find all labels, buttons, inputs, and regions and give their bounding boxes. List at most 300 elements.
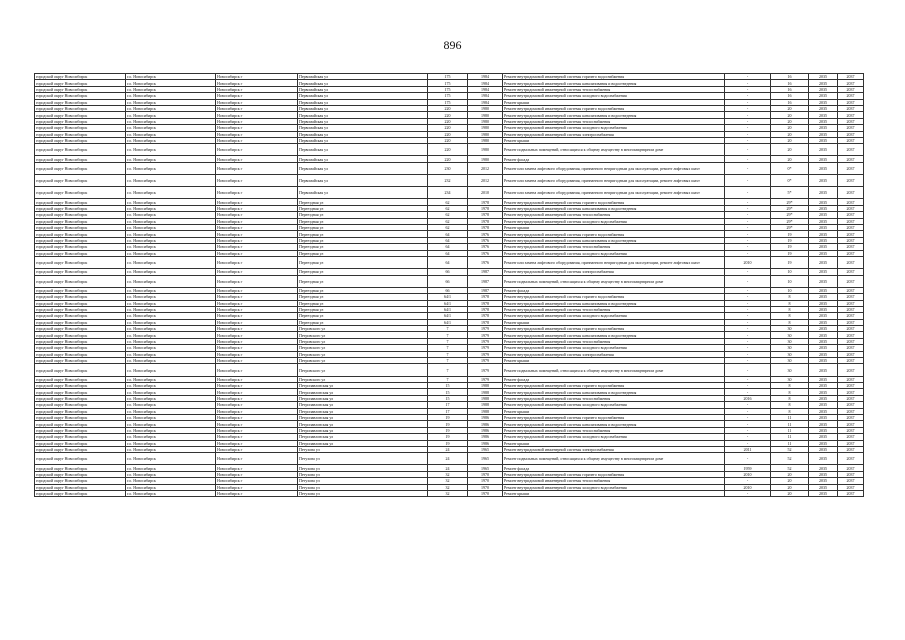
cell-street: Петропавловская ул (298, 395, 428, 401)
cell-plan-start-year: 2035 (809, 338, 838, 344)
cell-district: г.о. Новосибирск (126, 144, 216, 156)
cell-last-repair-year: - (725, 358, 771, 364)
cell-last-repair-year: - (725, 453, 771, 465)
cell-plan-end-year: 2037 (838, 434, 864, 440)
cell-last-repair-year: - (725, 345, 771, 351)
cell-work-type: Ремонт внутридомовой инженерной системы холодного водоснабжения (503, 93, 725, 99)
cell-work-type: Ремонт внутридомовой инженерной системы теплоснабжения (503, 212, 725, 218)
cell-house-number: 220 (428, 112, 468, 118)
cell-build-year: 1988 (468, 395, 503, 401)
cell-locality: Новосибирск г (216, 156, 298, 162)
table-row (35, 364, 864, 376)
cell-last-repair-year: - (725, 237, 771, 243)
cell-locality: Новосибирск г (216, 300, 298, 306)
cell-street: Петропавловская ул (298, 414, 428, 420)
cell-locality: Новосибирск г (216, 237, 298, 243)
cell-work-type: Ремонт внутридомовой инженерной системы горячего водоснабжения (503, 326, 725, 332)
cell-locality: Новосибирск г (216, 187, 298, 199)
cell-house-number: 62 (428, 225, 468, 231)
cell-district: г.о. Новосибирск (126, 137, 216, 143)
cell-district: г.о. Новосибирск (126, 218, 216, 224)
cell-build-year: 1976 (468, 250, 503, 256)
cell-district: г.о. Новосибирск (126, 175, 216, 187)
cell-district: г.о. Новосибирск (126, 434, 216, 440)
cell-house-number: 62 (428, 212, 468, 218)
cell-build-year: 1980 (468, 131, 503, 137)
cell-street: Петропавловская ул (298, 389, 428, 395)
cell-street: Переездная ул (298, 212, 428, 218)
cell-locality: Новосибирск г (216, 144, 298, 156)
cell-street: Петропавловская ул (298, 408, 428, 414)
cell-work-type: Ремонт внутридомовой инженерной системы горячего водоснабжения (503, 471, 725, 477)
cell-work-type: Ремонт внутридомовой инженерной системы холодного водоснабжения (503, 313, 725, 319)
cell-build-year: 1978 (468, 319, 503, 325)
cell-street: Петропавловская ул (298, 421, 428, 427)
cell-plan-end-year: 2037 (838, 421, 864, 427)
cell-street: Переездная ул (298, 225, 428, 231)
cell-wear-percent: 30 (771, 332, 809, 338)
cell-build-year: 1978 (468, 294, 503, 300)
cell-wear-percent: 20 (771, 125, 809, 131)
cell-wear-percent: 30 (771, 358, 809, 364)
cell-street: Первомайская ул (298, 86, 428, 92)
cell-plan-start-year: 2035 (809, 465, 838, 471)
cell-plan-end-year: 2037 (838, 156, 864, 162)
cell-locality: Новосибирск г (216, 306, 298, 312)
cell-locality: Новосибирск г (216, 358, 298, 364)
cell-street: Переездная ул (298, 199, 428, 205)
cell-locality: Новосибирск г (216, 319, 298, 325)
cell-street: Петропавловская ул (298, 382, 428, 388)
cell-district: г.о. Новосибирск (126, 231, 216, 237)
cell-street: Петровского ул (298, 351, 428, 357)
cell-plan-start-year: 2035 (809, 364, 838, 376)
cell-build-year: 1984 (468, 80, 503, 86)
cell-locality: Новосибирск г (216, 212, 298, 218)
cell-house-number: 62 (428, 199, 468, 205)
cell-last-repair-year: - (725, 131, 771, 137)
cell-wear-percent: 20 (771, 144, 809, 156)
cell-municipality: городской округ Новосибирск (35, 99, 126, 105)
cell-work-type: Ремонт или замена лифтового оборудования, признанного непригодным для эксплуатации, ремонт лифтовых шахт (503, 162, 725, 174)
cell-street: Петровского ул (298, 326, 428, 332)
cell-street: Петропавловская ул (298, 440, 428, 446)
cell-last-repair-year: - (725, 402, 771, 408)
cell-district: г.о. Новосибирск (126, 105, 216, 111)
cell-street: Петухова ул (298, 491, 428, 497)
cell-district: г.о. Новосибирск (126, 212, 216, 218)
cell-work-type: Ремонт крыши (503, 99, 725, 105)
cell-plan-start-year: 2035 (809, 484, 838, 490)
cell-house-number: 66 (428, 269, 468, 275)
cell-municipality: городской округ Новосибирск (35, 453, 126, 465)
cell-plan-end-year: 2037 (838, 218, 864, 224)
cell-wear-percent: 20 (771, 131, 809, 137)
cell-street: Переездная ул (298, 294, 428, 300)
cell-plan-start-year: 2035 (809, 306, 838, 312)
cell-wear-percent: 16 (771, 86, 809, 92)
cell-plan-start-year: 2035 (809, 313, 838, 319)
cell-district: г.о. Новосибирск (126, 364, 216, 376)
cell-plan-end-year: 2037 (838, 269, 864, 275)
cell-house-number: 220 (428, 131, 468, 137)
cell-street: Петропавловская ул (298, 427, 428, 433)
cell-last-repair-year: - (725, 364, 771, 376)
cell-build-year: 1988 (468, 402, 503, 408)
cell-work-type: Ремонт внутридомовой инженерной системы электроснабжения (503, 351, 725, 357)
cell-house-number: 64/1 (428, 294, 468, 300)
cell-district: г.о. Новосибирск (126, 351, 216, 357)
cell-plan-start-year: 2035 (809, 86, 838, 92)
cell-build-year: 1976 (468, 244, 503, 250)
cell-street: Петропавловская ул (298, 402, 428, 408)
cell-plan-end-year: 2037 (838, 287, 864, 293)
cell-house-number: 64 (428, 256, 468, 268)
cell-last-repair-year: - (725, 275, 771, 287)
cell-municipality: городской округ Новосибирск (35, 332, 126, 338)
cell-wear-percent: 29* (771, 225, 809, 231)
cell-build-year: 2012 (468, 175, 503, 187)
cell-work-type: Ремонт внутридомовой инженерной системы электроснабжения (503, 131, 725, 137)
cell-work-type: Ремонт фасада (503, 465, 725, 471)
capital-repair-table (34, 73, 864, 497)
cell-plan-start-year: 2035 (809, 80, 838, 86)
cell-build-year: 1986 (468, 414, 503, 420)
cell-street: Первомайская ул (298, 131, 428, 137)
cell-district: г.о. Новосибирск (126, 345, 216, 351)
cell-work-type: Ремонт внутридомовой инженерной системы холодного водоснабжения (503, 402, 725, 408)
cell-last-repair-year: - (725, 306, 771, 312)
cell-build-year: 1970 (468, 471, 503, 477)
cell-house-number: 64 (428, 231, 468, 237)
cell-locality: Новосибирск г (216, 125, 298, 131)
cell-plan-start-year: 2035 (809, 345, 838, 351)
cell-municipality: городской округ Новосибирск (35, 389, 126, 395)
cell-district: г.о. Новосибирск (126, 118, 216, 124)
cell-street: Переездная ул (298, 205, 428, 211)
cell-house-number: 66 (428, 287, 468, 293)
cell-street: Первомайская ул (298, 162, 428, 174)
cell-wear-percent: 30 (771, 326, 809, 332)
cell-plan-start-year: 2035 (809, 326, 838, 332)
cell-build-year: 1970 (468, 484, 503, 490)
cell-locality: Новосибирск г (216, 205, 298, 211)
cell-build-year: 1979 (468, 338, 503, 344)
cell-plan-end-year: 2037 (838, 125, 864, 131)
cell-last-repair-year: - (725, 434, 771, 440)
cell-house-number: 64 (428, 237, 468, 243)
cell-wear-percent: 29* (771, 205, 809, 211)
cell-build-year: 1978 (468, 199, 503, 205)
cell-last-repair-year: - (725, 199, 771, 205)
cell-house-number: 7 (428, 332, 468, 338)
cell-plan-end-year: 2037 (838, 250, 864, 256)
cell-work-type: Ремонт внутридомовой инженерной системы теплоснабжения (503, 338, 725, 344)
cell-municipality: городской округ Новосибирск (35, 427, 126, 433)
cell-plan-end-year: 2037 (838, 382, 864, 388)
cell-build-year: 1988 (468, 408, 503, 414)
cell-locality: Новосибирск г (216, 231, 298, 237)
cell-municipality: городской округ Новосибирск (35, 484, 126, 490)
cell-plan-start-year: 2035 (809, 332, 838, 338)
cell-wear-percent: 29* (771, 212, 809, 218)
cell-municipality: городской округ Новосибирск (35, 465, 126, 471)
cell-street: Петухова ул (298, 478, 428, 484)
cell-plan-end-year: 2037 (838, 199, 864, 205)
cell-build-year: 1984 (468, 86, 503, 92)
cell-plan-start-year: 2035 (809, 351, 838, 357)
cell-plan-end-year: 2037 (838, 319, 864, 325)
cell-last-repair-year: - (725, 440, 771, 446)
cell-house-number: 234 (428, 187, 468, 199)
cell-build-year: 1984 (468, 74, 503, 80)
cell-plan-end-year: 2037 (838, 364, 864, 376)
cell-house-number: 175 (428, 99, 468, 105)
cell-last-repair-year: - (725, 382, 771, 388)
cell-build-year: 1979 (468, 376, 503, 382)
cell-build-year: 1980 (468, 156, 503, 162)
cell-locality: Новосибирск г (216, 414, 298, 420)
cell-wear-percent: 29* (771, 199, 809, 205)
cell-locality: Новосибирск г (216, 199, 298, 205)
cell-district: г.о. Новосибирск (126, 491, 216, 497)
cell-plan-end-year: 2037 (838, 131, 864, 137)
cell-last-repair-year: - (725, 137, 771, 143)
cell-plan-start-year: 2035 (809, 294, 838, 300)
cell-street: Переездная ул (298, 300, 428, 306)
cell-municipality: городской округ Новосибирск (35, 125, 126, 131)
cell-work-type: Ремонт подвальных помещений, относящихся к общему имуществу в многоквартирном доме (503, 453, 725, 465)
cell-house-number: 175 (428, 86, 468, 92)
cell-work-type: Ремонт внутридомовой инженерной системы теплоснабжения (503, 395, 725, 401)
cell-district: г.о. Новосибирск (126, 162, 216, 174)
cell-plan-start-year: 2035 (809, 319, 838, 325)
cell-municipality: городской округ Новосибирск (35, 313, 126, 319)
cell-street: Первомайская ул (298, 144, 428, 156)
cell-wear-percent: 20 (771, 112, 809, 118)
cell-build-year: 1965 (468, 453, 503, 465)
cell-plan-end-year: 2037 (838, 351, 864, 357)
cell-wear-percent: 20 (771, 118, 809, 124)
cell-plan-end-year: 2037 (838, 225, 864, 231)
cell-street: Переездная ул (298, 319, 428, 325)
cell-street: Петухова ул (298, 471, 428, 477)
cell-last-repair-year: - (725, 478, 771, 484)
cell-municipality: городской округ Новосибирск (35, 345, 126, 351)
cell-build-year: 1978 (468, 205, 503, 211)
cell-plan-start-year: 2035 (809, 156, 838, 162)
cell-plan-start-year: 2035 (809, 105, 838, 111)
cell-district: г.о. Новосибирск (126, 453, 216, 465)
cell-house-number: 24 (428, 446, 468, 452)
cell-plan-start-year: 2035 (809, 275, 838, 287)
cell-municipality: городской округ Новосибирск (35, 218, 126, 224)
cell-locality: Новосибирск г (216, 275, 298, 287)
cell-house-number: 7 (428, 351, 468, 357)
cell-district: г.о. Новосибирск (126, 465, 216, 471)
table-row (35, 275, 864, 287)
cell-street: Переездная ул (298, 250, 428, 256)
cell-district: г.о. Новосибирск (126, 112, 216, 118)
cell-wear-percent: 16 (771, 80, 809, 86)
cell-street: Переездная ул (298, 313, 428, 319)
cell-street: Петухова ул (298, 453, 428, 465)
cell-work-type: Ремонт внутридомовой инженерной системы горячего водоснабжения (503, 414, 725, 420)
cell-municipality: городской округ Новосибирск (35, 408, 126, 414)
cell-locality: Новосибирск г (216, 105, 298, 111)
cell-plan-start-year: 2035 (809, 256, 838, 268)
cell-plan-end-year: 2037 (838, 212, 864, 218)
cell-house-number: 19 (428, 414, 468, 420)
cell-plan-start-year: 2035 (809, 244, 838, 250)
cell-wear-percent: 19 (771, 250, 809, 256)
cell-district: г.о. Новосибирск (126, 313, 216, 319)
cell-house-number: 175 (428, 74, 468, 80)
cell-last-repair-year: - (725, 225, 771, 231)
cell-plan-end-year: 2037 (838, 389, 864, 395)
cell-house-number: 64/1 (428, 319, 468, 325)
cell-locality: Новосибирск г (216, 137, 298, 143)
cell-plan-end-year: 2037 (838, 408, 864, 414)
cell-district: г.о. Новосибирск (126, 389, 216, 395)
cell-street: Петухова ул (298, 465, 428, 471)
cell-work-type: Ремонт крыши (503, 319, 725, 325)
cell-wear-percent: 20 (771, 137, 809, 143)
cell-wear-percent: 20 (771, 471, 809, 477)
cell-municipality: городской округ Новосибирск (35, 80, 126, 86)
cell-municipality: городской округ Новосибирск (35, 250, 126, 256)
cell-wear-percent: 52 (771, 446, 809, 452)
cell-plan-start-year: 2035 (809, 162, 838, 174)
cell-build-year: 1980 (468, 137, 503, 143)
cell-municipality: городской округ Новосибирск (35, 491, 126, 497)
cell-plan-start-year: 2035 (809, 389, 838, 395)
cell-wear-percent: 19 (771, 231, 809, 237)
cell-plan-end-year: 2037 (838, 326, 864, 332)
cell-locality: Новосибирск г (216, 491, 298, 497)
cell-house-number: 7 (428, 326, 468, 332)
cell-work-type: Ремонт внутридомовой инженерной системы канализования и водоотведения (503, 389, 725, 395)
cell-plan-end-year: 2037 (838, 484, 864, 490)
cell-wear-percent: 19 (771, 237, 809, 243)
cell-house-number: 7 (428, 376, 468, 382)
cell-house-number: 64/1 (428, 300, 468, 306)
cell-plan-end-year: 2037 (838, 137, 864, 143)
cell-municipality: городской округ Новосибирск (35, 382, 126, 388)
cell-plan-start-year: 2035 (809, 74, 838, 80)
cell-locality: Новосибирск г (216, 446, 298, 452)
cell-street: Первомайская ул (298, 99, 428, 105)
cell-street: Петухова ул (298, 446, 428, 452)
cell-work-type: Ремонт подвальных помещений, относящихся к общему имуществу в многоквартирном доме (503, 144, 725, 156)
cell-build-year: 1988 (468, 389, 503, 395)
cell-house-number: 62 (428, 218, 468, 224)
table-body (35, 74, 864, 497)
cell-district: г.о. Новосибирск (126, 395, 216, 401)
cell-plan-end-year: 2037 (838, 338, 864, 344)
cell-build-year: 1980 (468, 118, 503, 124)
cell-build-year: 1987 (468, 269, 503, 275)
cell-plan-end-year: 2037 (838, 231, 864, 237)
page-number: 896 (443, 38, 462, 52)
cell-house-number: 19 (428, 421, 468, 427)
cell-municipality: городской округ Новосибирск (35, 358, 126, 364)
cell-last-repair-year: - (725, 99, 771, 105)
cell-district: г.о. Новосибирск (126, 427, 216, 433)
cell-house-number: 64/1 (428, 313, 468, 319)
cell-wear-percent: 8 (771, 395, 809, 401)
cell-last-repair-year: - (725, 112, 771, 118)
cell-work-type: Ремонт внутридомовой инженерной системы холодного водоснабжения (503, 345, 725, 351)
cell-municipality: городской округ Новосибирск (35, 256, 126, 268)
cell-last-repair-year: - (725, 231, 771, 237)
cell-last-repair-year: - (725, 313, 771, 319)
cell-municipality: городской округ Новосибирск (35, 478, 126, 484)
cell-locality: Новосибирск г (216, 256, 298, 268)
cell-wear-percent: 10 (771, 275, 809, 287)
cell-wear-percent: 8 (771, 382, 809, 388)
cell-plan-end-year: 2037 (838, 300, 864, 306)
cell-locality: Новосибирск г (216, 382, 298, 388)
cell-work-type: Ремонт крыши (503, 491, 725, 497)
cell-street: Петровского ул (298, 345, 428, 351)
cell-wear-percent: 11 (771, 427, 809, 433)
cell-plan-end-year: 2037 (838, 244, 864, 250)
cell-district: г.о. Новосибирск (126, 358, 216, 364)
table-row (35, 491, 864, 497)
cell-house-number: 220 (428, 137, 468, 143)
cell-plan-end-year: 2037 (838, 118, 864, 124)
cell-plan-end-year: 2037 (838, 491, 864, 497)
cell-plan-end-year: 2037 (838, 453, 864, 465)
cell-plan-end-year: 2037 (838, 306, 864, 312)
cell-house-number: 7 (428, 358, 468, 364)
cell-wear-percent: 20 (771, 105, 809, 111)
cell-build-year: 1978 (468, 306, 503, 312)
cell-work-type: Ремонт внутридомовой инженерной системы горячего водоснабжения (503, 294, 725, 300)
cell-municipality: городской округ Новосибирск (35, 326, 126, 332)
cell-work-type: Ремонт внутридомовой инженерной системы теплоснабжения (503, 86, 725, 92)
cell-street: Петропавловская ул (298, 434, 428, 440)
cell-last-repair-year: - (725, 105, 771, 111)
cell-wear-percent: 19 (771, 256, 809, 268)
cell-build-year: 1986 (468, 440, 503, 446)
cell-locality: Новосибирск г (216, 269, 298, 275)
cell-work-type: Ремонт внутридомовой инженерной системы холодного водоснабжения (503, 434, 725, 440)
cell-build-year: 1976 (468, 256, 503, 268)
cell-municipality: городской округ Новосибирск (35, 287, 126, 293)
cell-street: Петровского ул (298, 332, 428, 338)
cell-build-year: 1986 (468, 427, 503, 433)
cell-house-number: 7 (428, 338, 468, 344)
cell-plan-start-year: 2035 (809, 287, 838, 293)
cell-last-repair-year: - (725, 287, 771, 293)
cell-locality: Новосибирск г (216, 93, 298, 99)
cell-locality: Новосибирск г (216, 218, 298, 224)
cell-locality: Новосибирск г (216, 471, 298, 477)
cell-locality: Новосибирск г (216, 294, 298, 300)
cell-build-year: 1979 (468, 332, 503, 338)
cell-last-repair-year: - (725, 421, 771, 427)
cell-wear-percent: 8 (771, 389, 809, 395)
cell-street: Переездная ул (298, 244, 428, 250)
cell-plan-start-year: 2035 (809, 402, 838, 408)
cell-district: г.о. Новосибирск (126, 421, 216, 427)
cell-build-year: 1979 (468, 364, 503, 376)
cell-wear-percent: 8 (771, 319, 809, 325)
cell-last-repair-year: - (725, 351, 771, 357)
cell-plan-start-year: 2035 (809, 112, 838, 118)
